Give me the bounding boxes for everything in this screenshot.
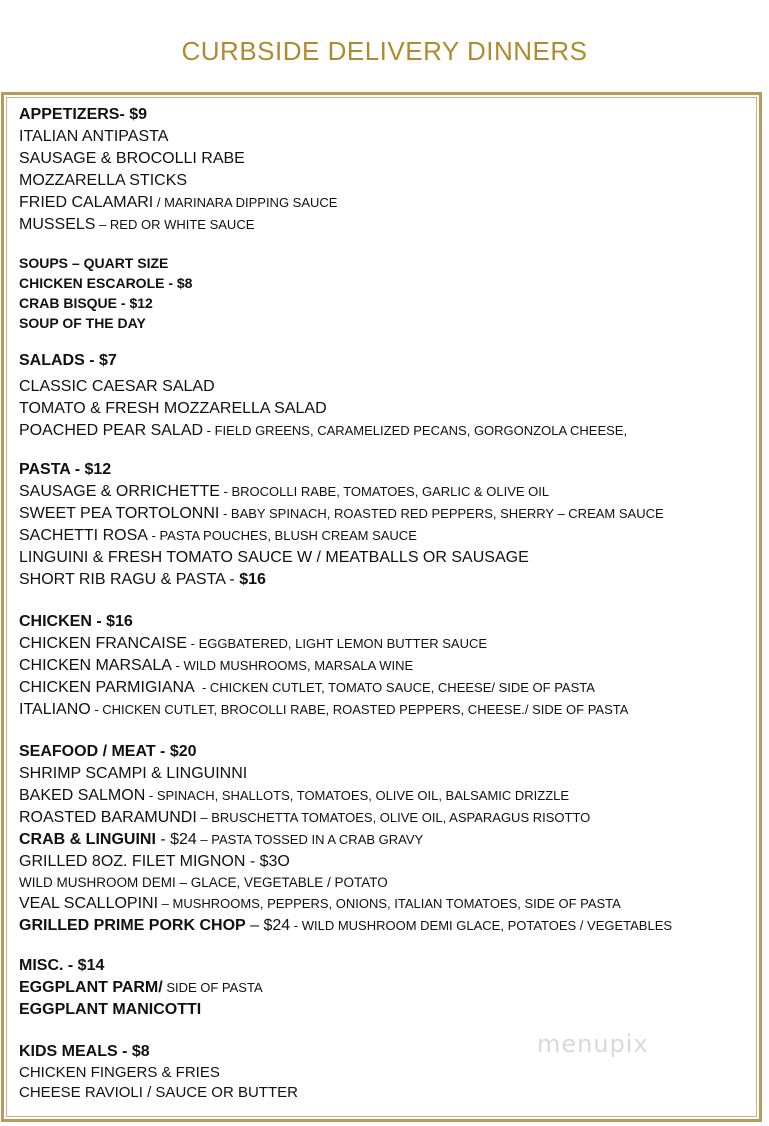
item-price: $16 <box>239 571 266 588</box>
item-name: SACHETTI ROSA <box>19 527 148 544</box>
item-description: - BABY SPINACH, ROASTED RED PEPPERS, SHERRY – CREAM SAUCE <box>219 506 664 521</box>
item-name: ROASTED BARAMUNDI <box>19 809 197 826</box>
menu-item: EGGPLANT MANICOTTI <box>19 1001 202 1018</box>
soup-item: SOUP OF THE DAY <box>19 315 146 331</box>
item-description: – BRUSCHETTA TOMATOES, OLIVE OIL, ASPARAGUS RISOTTO <box>196 810 591 825</box>
appetizers-section <box>19 104 754 236</box>
menu-item <box>19 977 754 999</box>
misc-section <box>19 955 754 1021</box>
soup-item: CHICKEN ESCAROLE - $8 <box>19 275 193 291</box>
item-name: CLASSIC CAESAR SALAD <box>19 378 215 395</box>
item-description: - PASTA POUCHES, BLUSH CREAM SAUCE <box>147 528 417 543</box>
menu-item <box>19 829 754 851</box>
item-name: CRAB & LINGUINI <box>19 831 156 848</box>
item-description: – MUSHROOMS, PEPPERS, ONIONS, ITALIAN TOMATOES, SIDE OF PASTA <box>158 896 621 911</box>
item-name: ITALIANO <box>19 701 91 718</box>
item-description: SIDE OF PASTA <box>162 980 263 995</box>
item-name: LINGUINI & FRESH TOMATO SAUCE W / MEATBALLS OR SAUSAGE <box>19 549 529 566</box>
pasta-section <box>19 459 754 591</box>
item-description: - WILD MUSHROOM DEMI GLACE, POTATOES / VEGETABLES <box>290 918 673 933</box>
item-name: SHORT RIB RAGU & PASTA - <box>19 571 240 588</box>
item-name: SAUSAGE & BROCOLLI RABE <box>19 150 245 167</box>
appetizers-header: APPETIZERS- $9 <box>19 106 148 123</box>
item-name: BAKED SALMON <box>19 787 146 804</box>
soup-item: CRAB BISQUE - $12 <box>19 295 153 311</box>
menu-item <box>19 398 754 420</box>
item-price: – $24 <box>245 917 291 934</box>
menu-item <box>19 503 754 525</box>
item-name: SHRIMP SCAMPI & LINGUINNI <box>19 765 248 782</box>
menu-item <box>19 192 754 214</box>
menu-item <box>19 763 754 785</box>
salads-header: SALADS - $7 <box>19 352 117 369</box>
item-name: MUSSELS <box>19 216 96 233</box>
seafood-section <box>19 741 754 937</box>
menu-item <box>19 214 754 236</box>
menu-item <box>19 148 754 170</box>
pasta-header: PASTA - $12 <box>19 461 112 478</box>
item-description: / MARINARA DIPPING SAUCE <box>153 195 338 210</box>
chicken-header: CHICKEN - $16 <box>19 613 133 630</box>
kids-header: KIDS MEALS - $8 <box>19 1043 150 1060</box>
menu-item <box>19 633 754 655</box>
menu-item: CHICKEN FINGERS & FRIES <box>19 1064 220 1081</box>
menu-content <box>19 104 754 1120</box>
item-description: - FIELD GREENS, CARAMELIZED PECANS, GORGONZOLA CHEESE, <box>203 423 628 438</box>
menu-item <box>19 677 754 699</box>
menu-item <box>19 170 754 192</box>
item-name: TOMATO & FRESH MOZZARELLA SALAD <box>19 400 327 417</box>
menu-item-description: WILD MUSHROOM DEMI – GLACE, VEGETABLE / POTATO <box>19 875 388 890</box>
soups-header: SOUPS – QUART SIZE <box>19 255 169 271</box>
item-description: - EGGBATERED, LIGHT LEMON BUTTER SAUCE <box>187 636 488 651</box>
menu-item <box>19 126 754 148</box>
menu-item <box>19 915 754 937</box>
item-description: - SPINACH, SHALLOTS, TOMATOES, OLIVE OIL, BALSAMIC DRIZZLE <box>145 788 570 803</box>
menu-item <box>19 547 754 569</box>
menu-item <box>19 420 754 442</box>
menu-item <box>19 525 754 547</box>
item-name: FRIED CALAMARI <box>19 194 154 211</box>
item-name: GRILLED 8OZ. FILET MIGNON - $3O <box>19 853 290 870</box>
item-name: VEAL SCALLOPINI <box>19 895 159 912</box>
item-name: POACHED PEAR SALAD <box>19 422 204 439</box>
item-description: – RED OR WHITE SAUCE <box>95 217 255 232</box>
menu-item <box>19 481 754 503</box>
menu-item <box>19 376 754 398</box>
menu-item <box>19 807 754 829</box>
item-name: CHICKEN PARMIGIANA <box>19 679 195 696</box>
menu-item <box>19 893 754 915</box>
item-name: MOZZARELLA STICKS <box>19 172 188 189</box>
menu-item: CHEESE RAVIOLI / SAUCE OR BUTTER <box>19 1084 298 1101</box>
watermark-logo: menupix <box>537 1030 649 1058</box>
item-description: - WILD MUSHROOMS, MARSALA WINE <box>171 658 414 673</box>
item-price: - $24 <box>155 831 197 848</box>
item-name: ITALIAN ANTIPASTA <box>19 128 169 145</box>
item-name: CHICKEN MARSALA <box>19 657 172 674</box>
menu-item <box>19 785 754 807</box>
menu-item <box>19 569 754 591</box>
menu-title: CURBSIDE DELIVERY DINNERS <box>181 36 588 66</box>
item-name: EGGPLANT PARM/ <box>19 979 163 996</box>
item-description: – PASTA TOSSED IN A CRAB GRAVY <box>196 832 424 847</box>
item-name: GRILLED PRIME PORK CHOP <box>19 917 246 934</box>
misc-header: MISC. - $14 <box>19 957 105 974</box>
item-name: SAUSAGE & ORRICHETTE <box>19 483 220 500</box>
item-description: - CHICKEN CUTLET, TOMATO SAUCE, CHEESE/ SIDE OF PASTA <box>194 680 595 695</box>
item-description: - BROCOLLI RABE, TOMATOES, GARLIC & OLIVE OIL <box>219 484 550 499</box>
chicken-section <box>19 611 754 721</box>
item-name: CHICKEN FRANCAISE <box>19 635 188 652</box>
seafood-header: SEAFOOD / MEAT - $20 <box>19 743 197 760</box>
soups-section <box>19 253 754 333</box>
menu-item <box>19 655 754 677</box>
item-description: - CHICKEN CUTLET, BROCOLLI RABE, ROASTED PEPPERS, CHEESE./ SIDE OF PASTA <box>90 702 629 717</box>
menu-item <box>19 699 754 721</box>
item-name: SWEET PEA TORTOLONNI <box>19 505 220 522</box>
salads-section <box>19 350 754 442</box>
menu-item <box>19 851 754 873</box>
